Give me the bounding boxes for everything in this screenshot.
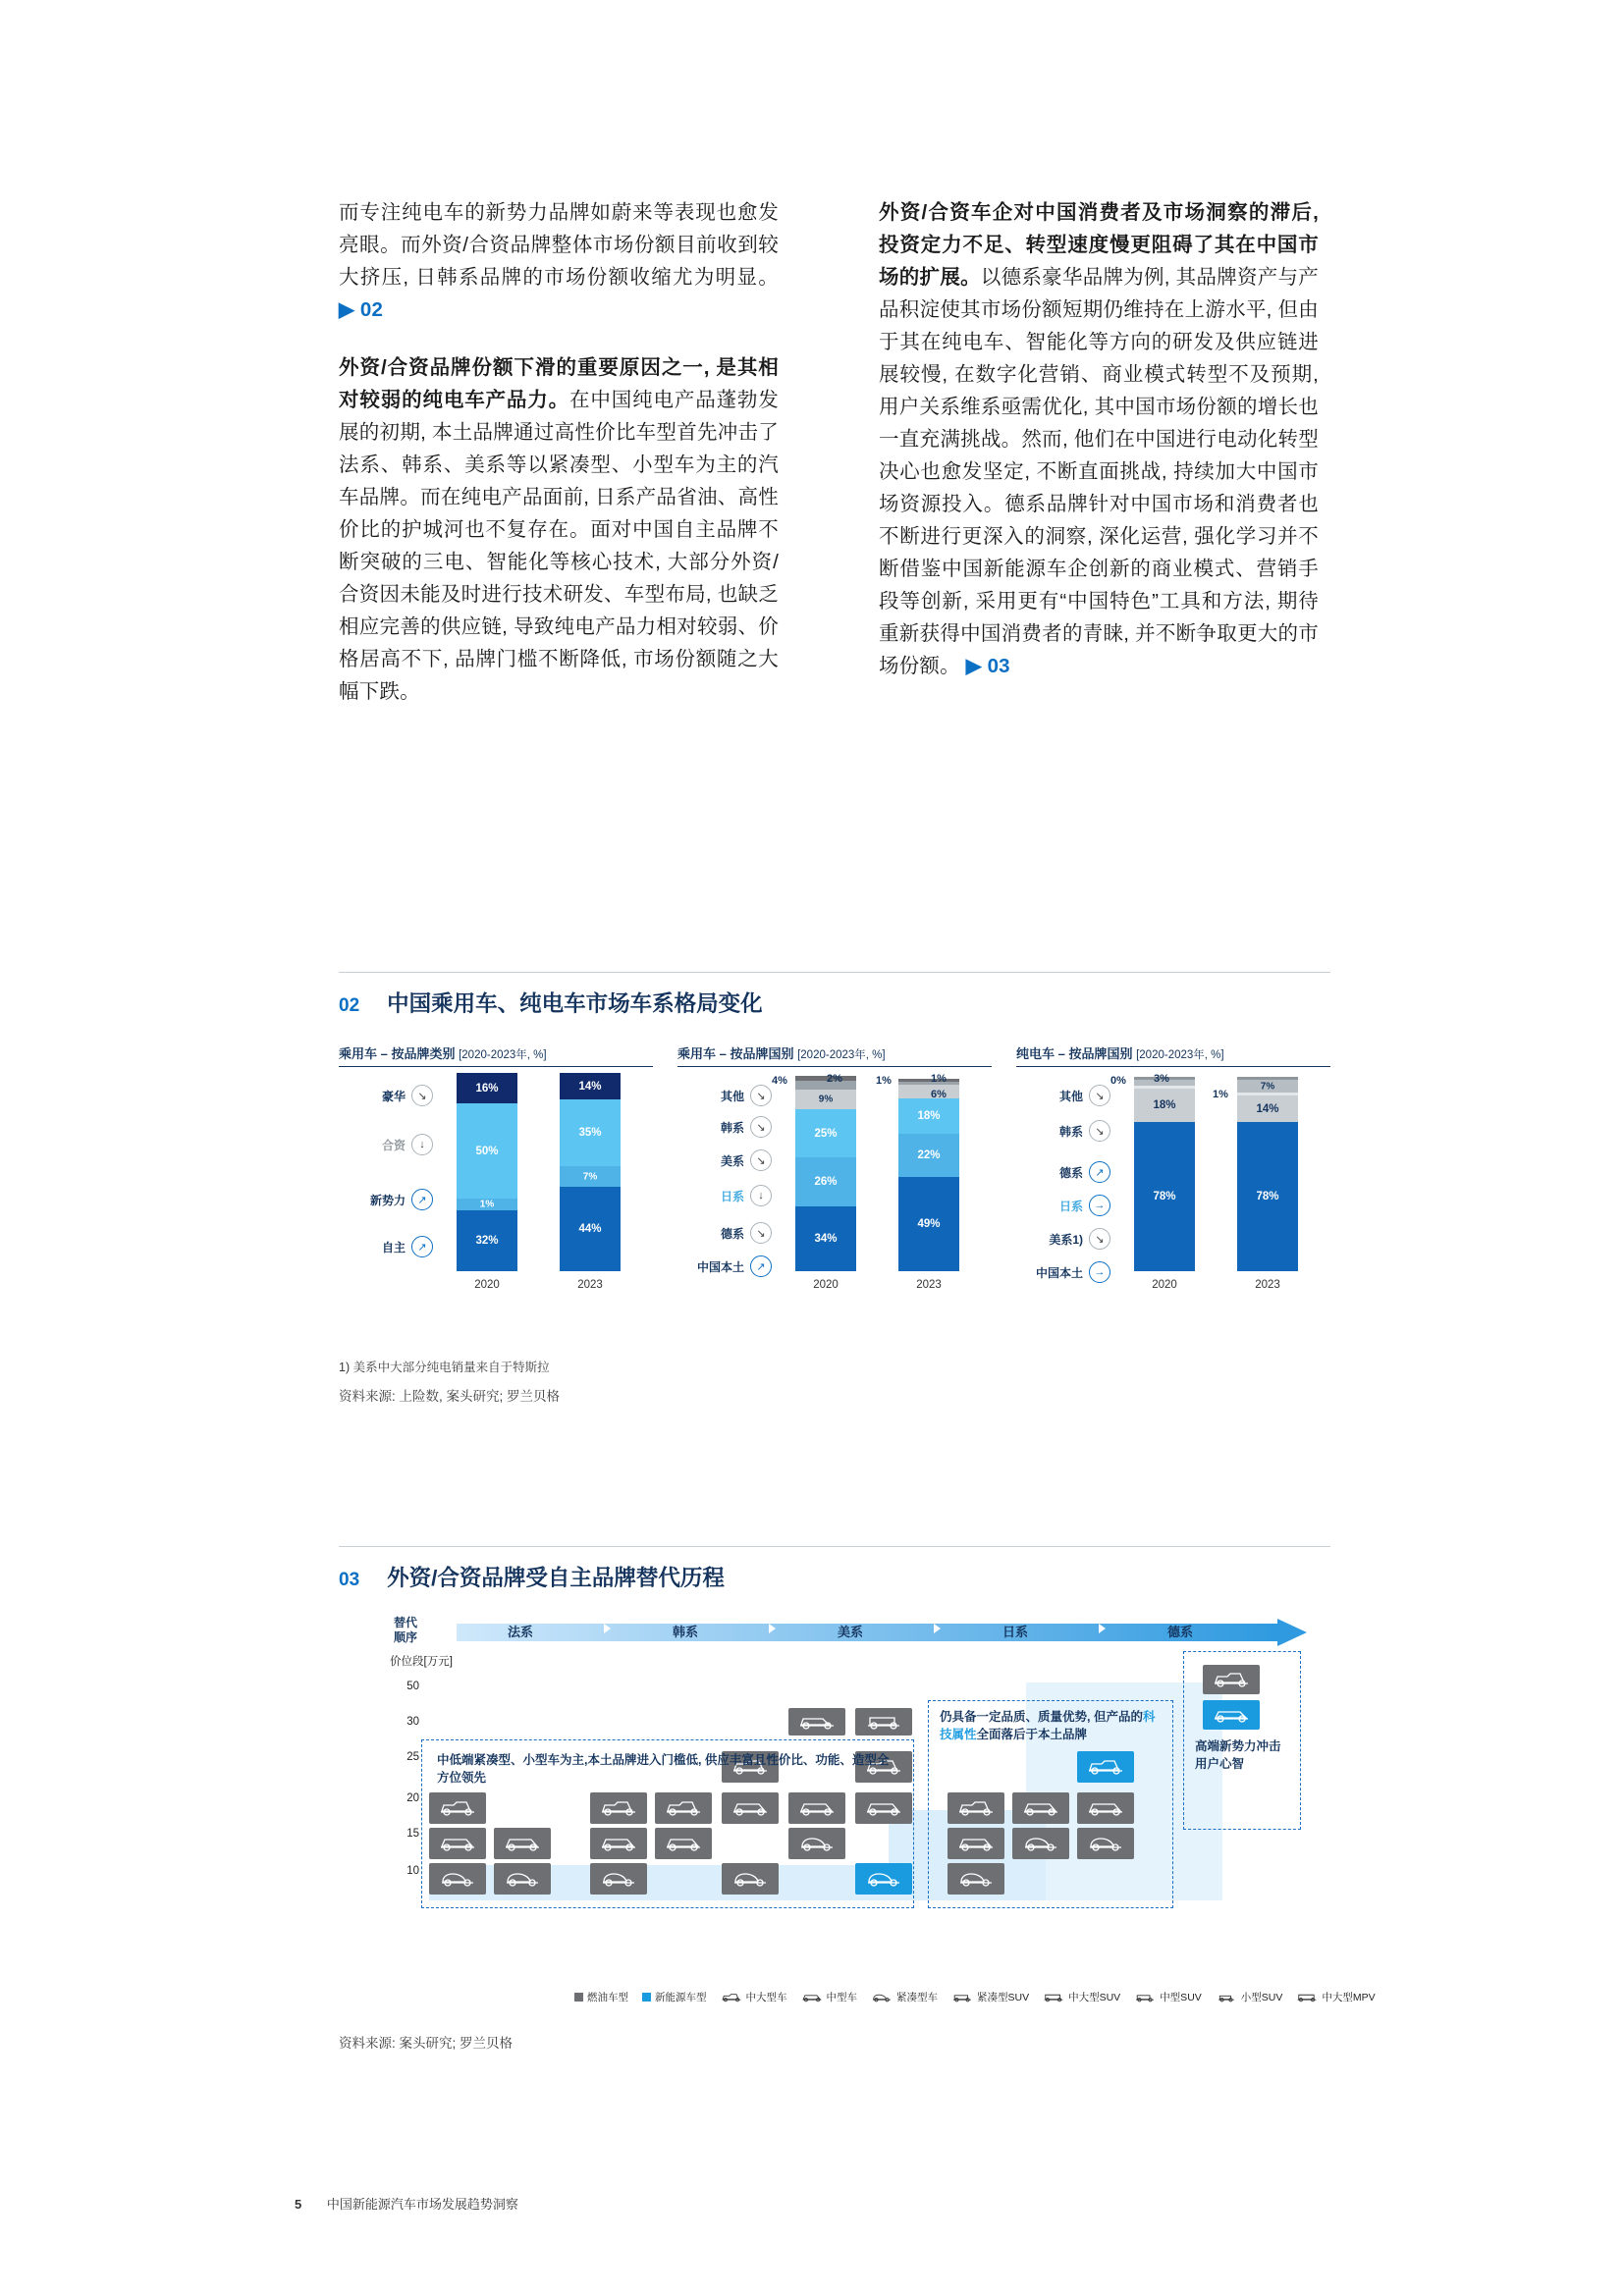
band-label-japanese: 日系 [1002,1625,1029,1639]
panel-2-title [677,1043,992,1067]
segment-american: 18% [1134,1089,1195,1122]
mid-car-icon [801,1993,823,2002]
legend-item-nev: 新能源车型 [642,1990,707,2004]
legend-item-compact-car: 紧凑型车 [871,1990,938,2004]
band-label-korean: 韩系 [673,1625,699,1639]
swatch-gray-icon [574,1993,583,2002]
exhibit-02-source: 资料来源: 上险数, 案头研究; 罗兰贝格 [339,1389,561,1404]
exhibit-03-legend [574,1990,1376,2004]
arrow-up-right-icon: ↗ [1089,1161,1110,1183]
exhibit-03-header [339,1561,1330,1592]
segment-luxury: 16% [457,1073,517,1103]
compact-car-icon [871,1993,893,2002]
legend-label: 德系 [720,1226,744,1241]
segment-korean [795,1081,856,1090]
replacement-order-label: 替代 顺序 [394,1616,418,1644]
car-icon [788,1708,845,1735]
legend-item-korean [721,1116,772,1138]
legend-label: 中国本土 [696,1259,744,1274]
exhibit-03-title: 外资/合资品牌受自主品牌替代历程 [387,1566,725,1590]
band-tick [769,1624,776,1633]
callout-text-premium: 高端新势力冲击用户心智 [1195,1739,1281,1771]
chart-panel-passenger-by-country [677,1043,992,1293]
arrow-down-right-icon: ↘ [1089,1120,1110,1142]
segment-german: 7% [1237,1080,1298,1093]
legend-label: 美系1) [1049,1232,1083,1247]
callout-post: 全面落后于本土品牌 [976,1728,1088,1741]
mid-suv-icon [1134,1993,1156,2002]
exhibit-03-source: 资料来源: 案头研究; 罗兰贝格 [339,2036,514,2051]
legend-item-german [1059,1161,1110,1183]
segment-domestic: 32% [457,1210,517,1271]
arrow-down-right-icon: ↘ [750,1222,772,1244]
callout-text-quality [940,1708,1158,1743]
x-label-2023: 2023 [577,1279,603,1291]
legend-item-mid-car: 中型车 [801,1990,858,2004]
segment-new-forces: 7% [560,1166,621,1187]
panel-3-legend [1016,1079,1110,1280]
right-text-column [879,196,1319,708]
panel-2-legend [677,1079,772,1275]
exhibit-03-divider [339,1546,1330,1547]
legend-item-china-local [697,1255,772,1277]
exhibit-03 [339,1546,1376,2052]
segment-china-local: 78% [1237,1122,1298,1271]
legend-item-japanese [1059,1195,1110,1216]
segment-new-forces: 1% [457,1199,517,1210]
exhibit-02-footnote: 1) 美系中大部分纯电销量来自于特斯拉 [339,1361,550,1374]
callout-korean-2023: 1% [876,1075,892,1087]
car-icon [855,1708,912,1735]
x-label-2020: 2020 [1152,1279,1177,1291]
legend-item-compact-suv: 紧凑型SUV [951,1990,1029,2004]
legend-label: 新势力 [369,1193,406,1207]
callout-korean-2020: 4% [772,1075,787,1087]
legend-label: 其他 [1058,1089,1083,1103]
arrow-up-right-icon: ↗ [411,1189,433,1210]
arrow-down-icon: ↓ [411,1134,433,1155]
band-tick [934,1624,941,1633]
y-tick-30: 30 [406,1716,419,1728]
callout-bold: 中低端紧凑型、小型车为主, [437,1753,588,1767]
arrow-down-right-icon: ↘ [411,1085,433,1106]
paragraph-1-text: 而专注纯电车的新势力品牌如蔚来等表现也愈发亮眼。而外资/合资品牌整体市场份额目前收到较大挤压, 日韩系品牌的市场份额收缩尤为明显。 [339,201,779,289]
segment-japanese: 18% [898,1098,959,1134]
y-tick-50: 50 [406,1681,419,1692]
legend-label: 自主 [381,1240,406,1255]
segment-joint-venture: 35% [560,1099,621,1166]
segment-china-local: 34% [795,1206,856,1271]
panel-1-legend [339,1079,433,1275]
callout-american-2023: 6% [931,1089,947,1100]
panel-3-title [1016,1043,1330,1067]
panel-1-title [339,1043,653,1067]
band-label-american: 美系 [838,1625,864,1639]
segment-american: 14% [1237,1095,1298,1122]
page-number: 5 [295,2197,302,2212]
large-mpv-icon [1296,1993,1318,2002]
legend-label: 日系 [720,1189,744,1203]
legend-label: 其他 [720,1089,744,1103]
segment-german: 26% [795,1157,856,1206]
callout-rest: 本土品牌进入门槛低, 供应丰富且性价比、功能、造型全方位领先 [437,1753,890,1785]
callout-text-low-mid [437,1751,898,1787]
chart-panel-passenger-by-category [339,1043,653,1293]
legend-item-new-forces [370,1189,433,1210]
band-tick [1099,1624,1106,1633]
panel-3-plot [1016,1073,1330,1293]
arrow-down-right-icon: ↘ [750,1116,772,1138]
band-label-french: 法系 [508,1625,534,1639]
bar-2020 [457,1073,517,1271]
y-tick-25: 25 [406,1751,419,1763]
arrow-down-right-icon: ↘ [750,1149,772,1171]
y-tick-20: 20 [406,1792,419,1804]
arrow-head-icon [1277,1619,1307,1646]
legend-item-domestic [382,1236,433,1257]
paragraph-2-lead: 外资/合资品牌份额下滑的重要原因之一, 是其相对较弱的纯电车产品力。 [339,356,779,411]
legend-label: 日系 [1058,1199,1083,1213]
callout-pre: 仍具备一定品质、质量优势, 但产品的 [940,1710,1143,1724]
reference-marker-03: ▶ 03 [965,655,1010,677]
exhibit-02-header [339,987,1330,1018]
panel-2-plot [677,1073,992,1293]
arrow-up-right-icon: ↗ [750,1255,772,1277]
legend-item-german [721,1222,772,1244]
legend-label: 韩系 [1058,1124,1083,1139]
legend-label: 合资 [381,1138,406,1152]
band-tick [604,1624,611,1633]
segment-american [898,1085,959,1098]
legend-item-mid-suv: 中型SUV [1134,1990,1202,2004]
segment-china-local: 49% [898,1177,959,1271]
band-label-german: 德系 [1167,1625,1194,1639]
small-suv-icon [1216,1993,1237,2002]
legend-item-large-mpv: 中大型MPV [1296,1990,1375,2004]
left-text-column [339,196,779,733]
legend-item-other [1059,1085,1110,1106]
callout-other-2020: 0% [1110,1075,1126,1087]
panel-1-title-range: [2020-2023年, %] [459,1049,547,1061]
large-car-icon [721,1993,742,2002]
footer-title: 中国新能源汽车市场发展趋势洞察 [326,2197,518,2212]
legend-item-ice: 燃油车型 [574,1990,628,2004]
exhibit-02 [339,972,1330,1405]
compact-suv-icon [951,1993,973,2002]
paragraph-3-text: 以德系豪华品牌为例, 其品牌资产与产品积淀使其市场份额短期仍维持在上游水平, 但由于其在纯电车、智能化等方向的研发及供应链进展较慢, 在数字化营销、商业模式转型不及预期, 用户关系维系亟需优化, 其中国市场份额的增长也一直充满挑战。然而, 他们在中国进行电动化转型决心也愈发坚定, 不断直面挑战, 持续加大中国市场资源投入。德系品牌针对中国市场和消费者也不断进行更深入的洞察, 深化运营, 强化学习并不断借鉴中国新能源车企创新的商业模式、营销手段等创新, 采用更有“中国特色”工具和方法, 期待重新获得中国消费者的青睐, 并不断争取更大的市场份额。 [879,266,1319,677]
segment-german: 22% [898,1134,959,1177]
reference-marker-02: ▶ 02 [339,298,384,321]
panel-1-plot [339,1079,653,1293]
arrow-down-right-icon: ↘ [750,1085,772,1106]
arrow-body [457,1624,1277,1641]
segment-luxury: 14% [560,1073,621,1099]
paragraph-3 [879,196,1319,682]
page-footer [295,2194,518,2213]
callout-other-2023: 1% [931,1073,947,1085]
arrow-right-icon: → [1089,1195,1110,1216]
bar-2020 [795,1076,856,1271]
legend-item-large-suv: 中大型SUV [1043,1990,1120,2004]
paragraph-1 [339,196,779,326]
legend-item-american [1049,1228,1110,1250]
exhibit-03-diagram [339,1614,1376,2006]
paragraph-2 [339,351,779,708]
panel-3-title-text: 纯电车 – 按品牌国别 [1016,1046,1133,1061]
arrow-down-right-icon: ↘ [1089,1228,1110,1250]
bar-2020 [1134,1077,1195,1271]
legend-item-small-suv: 小型SUV [1216,1990,1283,2004]
legend-item-luxury [382,1085,433,1106]
y-tick-10: 10 [406,1865,419,1877]
exhibit-03-number: 03 [339,1570,360,1590]
y-axis-label: 价位段[万元] [390,1656,453,1668]
x-label-2023: 2023 [1255,1279,1280,1291]
arrow-down-right-icon: ↘ [1089,1085,1110,1106]
callout-german-2020: 3% [1154,1073,1169,1085]
legend-label: 美系 [720,1153,744,1168]
x-label-2020: 2020 [474,1279,500,1291]
legend-label: 韩系 [720,1120,744,1135]
callout-other-2020: 2% [827,1073,842,1085]
panel-2-title-range: [2020-2023年, %] [797,1049,886,1061]
swatch-blue-icon [642,1993,651,2002]
paragraph-3-lead: 外资/合资车企对中国消费者及市场洞察的滞后, 投资定力不足、转型速度慢更阻碍了其在中国市场的扩展。 [879,201,1319,289]
legend-item-korean [1059,1120,1110,1142]
legend-item-other [721,1085,772,1106]
panel-1-title-text: 乘用车 – 按品牌类别 [339,1046,456,1061]
legend-item-large-car: 中大型车 [721,1990,787,2004]
bar-2023 [898,1079,959,1271]
legend-label: 中国本土 [1035,1265,1083,1280]
chart-panel-bev-by-country [1016,1043,1330,1293]
callout-japanese-2023: 1% [1213,1089,1228,1100]
panel-2-title-text: 乘用车 – 按品牌国别 [677,1046,794,1061]
bar-2023 [560,1073,621,1271]
segment-joint-venture: 50% [457,1103,517,1199]
exhibit-02-number: 02 [339,995,360,1016]
panel-3-title-range: [2020-2023年, %] [1136,1049,1224,1061]
bar-2023 [1237,1077,1298,1271]
legend-item-china-local [1036,1261,1110,1283]
legend-item-american [721,1149,772,1171]
paragraph-2-text: 在中国纯电产品蓬勃发展的初期, 本土品牌通过高性价比车型首先冲击了法系、韩系、美系等以紧凑型、小型车为主的汽车品牌。而在纯电产品面前, 日系产品省油、高性价比的护城河也不复存在。面对中国自主品牌不断突破的三电、智能化等核心技术, 大部分外资/合资因未能及时进行技术研发、车型布局, 也缺乏相应完善的供应链, 导致纯电产品力相对较弱、价格居高不下, 品牌门槛不断降低, 市场份额随之大幅下跌。 [339,389,779,703]
segment-domestic: 44% [560,1187,621,1271]
legend-item-japanese [721,1185,772,1206]
segment-japanese: 25% [795,1109,856,1157]
arrow-up-right-icon: ↗ [411,1236,433,1257]
segment-china-local: 78% [1134,1122,1195,1271]
legend-label: 豪华 [381,1089,406,1103]
large-suv-icon [1043,1993,1064,2002]
x-label-2020: 2020 [813,1279,839,1291]
arrow-down-icon: ↓ [750,1185,772,1206]
legend-label: 德系 [1058,1165,1083,1180]
callout-highlight: 科技属性 [940,1710,1156,1741]
exhibit-02-divider [339,972,1330,973]
y-tick-15: 15 [406,1828,419,1840]
segment-american: 9% [795,1090,856,1109]
x-label-2023: 2023 [916,1279,942,1291]
timeline-arrow [457,1620,1307,1645]
arrow-right-icon: → [1089,1261,1110,1283]
legend-item-joint-venture [382,1134,433,1155]
exhibit-02-charts [339,1043,1330,1348]
exhibit-02-title: 中国乘用车、纯电车市场车系格局变化 [387,991,763,1016]
